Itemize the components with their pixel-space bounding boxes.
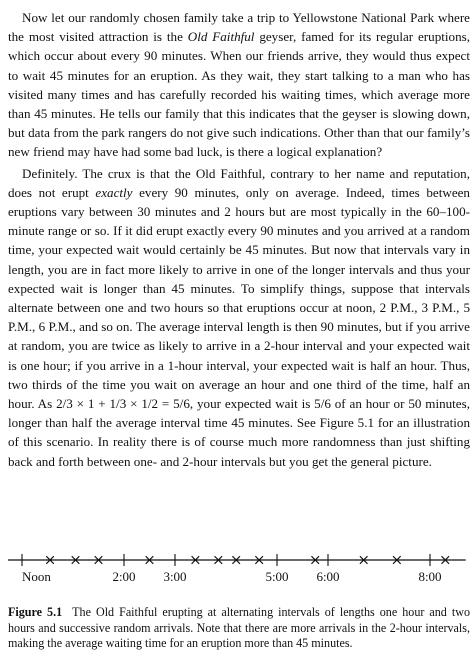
eruption-time-label: 5:00 bbox=[265, 569, 289, 584]
eruption-time-label: 3:00 bbox=[163, 569, 187, 584]
eruption-time-label: Noon bbox=[22, 569, 51, 584]
emphasis-exactly: exactly bbox=[95, 184, 133, 200]
timeline-svg bbox=[8, 552, 470, 608]
eruption-time-label: 2:00 bbox=[112, 569, 136, 584]
caption-text: The Old Faithful erupting at alternating intervals of lengths one hour and two hours and successive random arrivals. Note that there are more arrivals in the 2-hour intervals, making the average waiting time for an eruption more than 45 minutes. bbox=[8, 605, 470, 651]
paragraph-text: Now let our randomly chosen family take a trip to Yellowstone National Park where the most visited attraction is the bbox=[8, 10, 470, 45]
paragraph-old-faithful-intro bbox=[8, 8, 470, 162]
paragraph-text: geyser, famed for its regular eruptions, which occur about every 90 minutes. When our friends arrive, they would thus expect to wait 45 minutes for an eruption. As they wait, they start talking to a man who has visited many times and has carefully recorded his waiting times, which average more than 45 minutes. He tells our family that this indicates that the geyser is slowing down, but data from the park rangers do not give such indications. Other than that our family’s new friend may have had some bad luck, is there a logical explanation? bbox=[8, 29, 471, 160]
figure-caption bbox=[8, 605, 470, 652]
eruption-time-label: 8:00 bbox=[418, 569, 442, 584]
paragraph-text: Definitely. The crux is that the Old Faithful, contrary to her name and reputation, does not erupt bbox=[8, 165, 470, 200]
paragraph-text: every 90 minutes, only on average. Indeed, times between eruptions vary between 30 minutes and 2 hours but are most typically in the 60–100-minute range or so. If it did erupt exactly every 90 minutes and you arrived at a random time, your expected wait would certainly be 45 minutes. But now that intervals vary in length, you are in fact more likely to arrive in one of the longer intervals and thus your expected wait is longer than 45 minutes. To simplify things, suppose that intervals alternate between one and two hours so that eruptions occur at noon, 2 P.M., 3 P.M., 5 P.M., 6 P.M., and so on. The average interval length is then 90 minutes, but if you arrive at random, you are twice as likely to arrive in a 2-hour interval and your expected wait is one hour; if you arrive in a 1-hour interval, your expected wait is half an hour. Thus, two thirds of the time you wait on average an hour and one third of the time, half an hour. As 2/3 × 1 + 1/3 × 1/2 = 5/6, your expected wait is 5/6 of an hour or 50 minutes, longer than half the average interval time 45 minutes. See Figure 5.1 for an illustration of this scenario. In reality there is of course much more randomness than just shifting back and forth between one- and 2-hour intervals but you get the general picture. bbox=[8, 184, 470, 469]
emphasis-old-faithful: Old Faithful bbox=[187, 29, 255, 45]
page bbox=[8, 8, 471, 651]
eruption-time-label: 6:00 bbox=[316, 569, 340, 584]
paragraph-explanation bbox=[8, 164, 470, 471]
caption-label: Figure 5.1 bbox=[8, 605, 63, 619]
